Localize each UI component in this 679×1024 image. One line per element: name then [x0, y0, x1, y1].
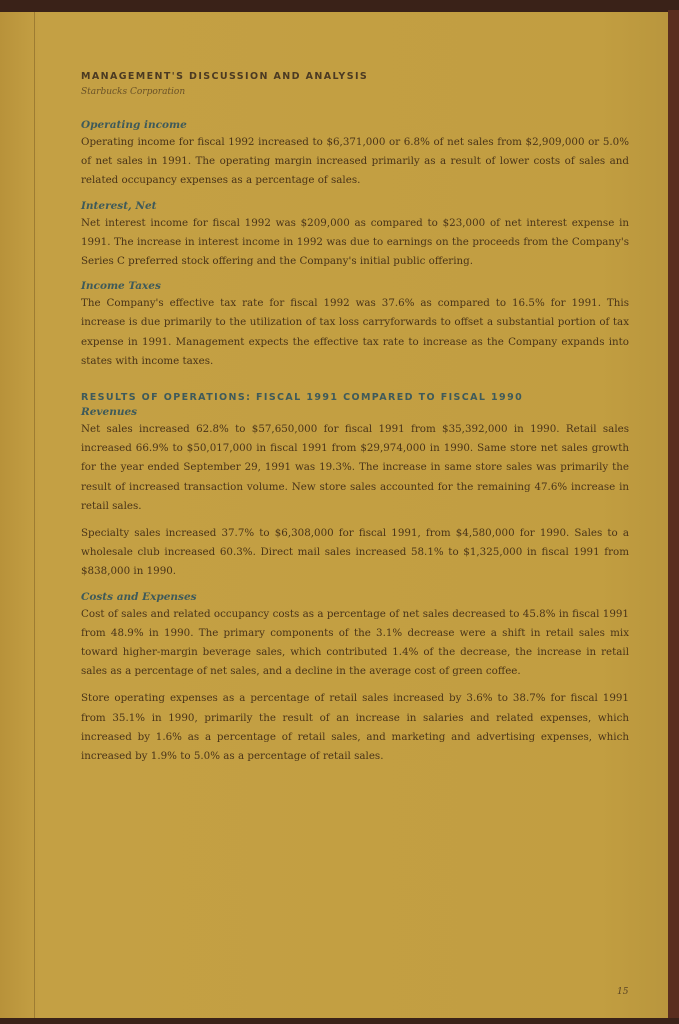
income-taxes-text: The Company's effective tax rate for fiscal 1992 was 37.6% as compared to 16.5% for 1991. This increase is due primarily to the utilization of tax loss carryforwards to offset a substantial portion of tax expense in 1991. Management expects the effective tax rate to increase as the Company expands into states with income taxes. [81, 297, 629, 367]
revenues-heading: Revenues [81, 406, 138, 419]
interest-net-heading: Interest, Net [81, 199, 157, 212]
company-name: Starbucks Corporation [81, 87, 186, 97]
page-title: MANAGEMENT'S DISCUSSION AND ANALYSIS [81, 71, 369, 82]
binding-crease [34, 12, 35, 1018]
income-taxes-heading: Income Taxes [81, 280, 161, 293]
costs-expenses-heading: Costs and Expenses [81, 590, 197, 603]
costs-expenses-text-2: Store operating expenses as a percentage of retail sales increased by 3.6% to 38.7% for fiscal 1991 from 35.1% in 1990, primarily the result of an increase in salaries and related expenses, which increased by 1.6% as a percentage of retail sales, and marketing and advertising expenses, which increased by 1.9% to 5.0% as a percentage of retail sales. [81, 692, 629, 763]
interest-net-text: Net interest income for fiscal 1992 was $209,000 as compared to $23,000 of net interest expense in 1991. The increase in interest income in 1992 was due to earnings on the proceeds from the Company's Series C preferred stock offering and the Company's initial public offering. [81, 216, 629, 268]
results-section-title: RESULTS OF OPERATIONS: FISCAL 1991 COMPARED TO FISCAL 1990 [81, 392, 524, 404]
costs-expenses-text-1: Cost of sales and related occupancy costs as a percentage of net sales decreased to 45.8% in fiscal 1991 from 48.9% in 1990. The primary components of the 3.1% decrease were a shift in retail sales mix toward higher-margin beverage sales, which contributed 1.4% of the decrease, the increase in retail sales as a percentage of net sales, and a decline in the average cost of green coffee. [81, 607, 629, 678]
operating-income-text: Operating income for fiscal 1992 increased to $6,371,000 or 6.8% of net sales from $2,909,000 or 5.0% of net sales in 1991. The operating margin increased primarily as a result of lower costs of sales and related occupancy expenses as a percentage of sales. [81, 136, 629, 187]
page-number: 15 [617, 987, 629, 997]
operating-income-heading: Operating income [81, 119, 187, 131]
document-page [0, 12, 668, 1018]
revenues-text-2: Specialty sales increased 37.7% to $6,308,000 for fiscal 1991, from $4,580,000 for 1990. Sales to a wholesale club increased 60.3%. Direct mail sales increased 58.1% to $1,325,000 in fiscal 1991 from $838,000 in 1990. [81, 527, 629, 578]
book-cover-edge [668, 10, 679, 1018]
revenues-text-1: Net sales increased 62.8% to $57,650,000 for fiscal 1991 from $35,392,000 in 1990. Retail sales increased 66.9% to $50,017,000 in fiscal 1991 from $29,974,000 in 1990. Same store net sales growth for the year ended September 29, 1991 was 19.3%. The increase in same store sales was primarily the result of increased transaction volume. New store sales accounted for the remaining 47.6% increase in retail sales. [81, 423, 629, 512]
page-content [81, 70, 629, 766]
